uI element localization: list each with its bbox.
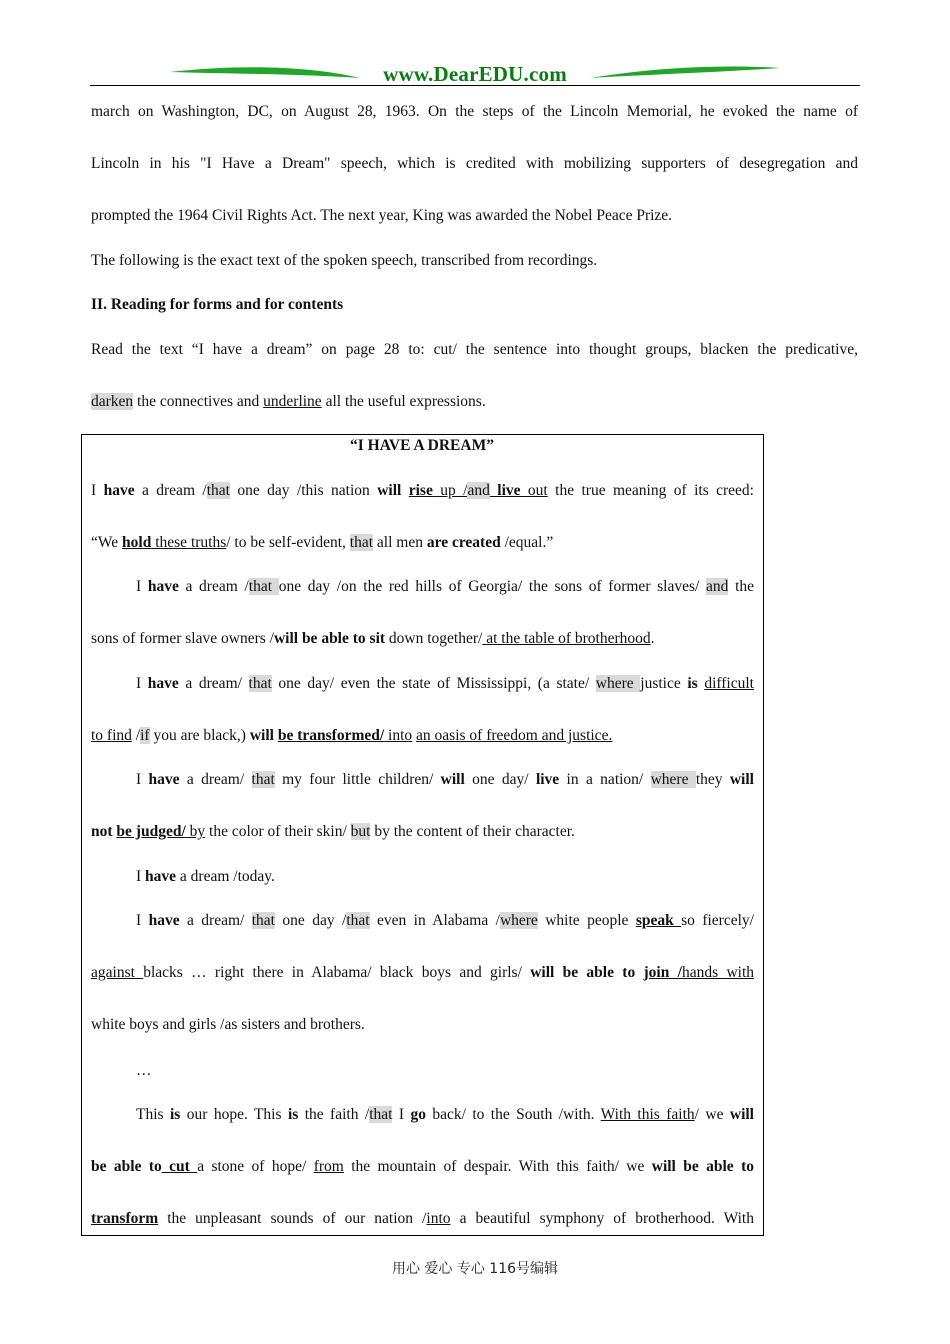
speech-line: I have a dream/ that my four little children/ will one day/ live in a nation/ where they will (136, 771, 754, 788)
darken-word: darken (91, 393, 134, 410)
intro-line-4: The following is the exact text of the spoken speech, transcribed from recordings. (91, 252, 598, 269)
speech-line: transform the unpleasant sounds of our nation /into a beautiful symphony of brotherhood. With (91, 1210, 754, 1227)
speech-line: to find /if you are black,) will be transformed/ into an oasis of freedom and justice. (91, 727, 613, 744)
speech-line: against blacks … right there in Alabama/ black boys and girls/ will be able to join /hands with (91, 964, 754, 981)
speech-title: “I HAVE A DREAM” (350, 437, 494, 454)
speech-line: This is our hope. This is the faith /that I go back/ to the South /with. With this faith/ we will (136, 1106, 754, 1123)
underline-word: underline (263, 393, 322, 410)
intro-line-2: Lincoln in his "I Have a Dream" speech, which is credited with mobilizing supporters of desegregation and (91, 155, 858, 172)
speech-line: not be judged/ by the color of their skin/ but by the content of their character. (91, 823, 575, 840)
ellipsis: … (136, 1062, 152, 1079)
speech-line: I have a dream/ that one day/ even the state of Mississippi, (a state/ where justice is difficult (136, 675, 754, 692)
speech-line: “We hold these truths/ to be self-evident, that all men are created /equal.” (91, 534, 554, 551)
speech-line: sons of former slave owners /will be able to sit down together/ at the table of brotherhood. (91, 630, 655, 647)
intro-line-3: prompted the 1964 Civil Rights Act. The next year, King was awarded the Nobel Peace Prize. (91, 207, 673, 224)
speech-line: I have a dream/ that one day /that even in Alabama /where white people speak so fiercely/ (136, 912, 754, 929)
speech-line: I have a dream /that one day /on the red hills of Georgia/ the sons of former slaves/ and the (136, 578, 755, 595)
speech-line: I have a dream /that one day /this nation will rise up /and live out the true meaning of its creed: (91, 482, 754, 499)
speech-line: I have a dream /today. (136, 868, 275, 885)
instruction-line-1: Read the text “I have a dream” on page 28 to: cut/ the sentence into thought groups, blacken the predicative, (91, 341, 858, 358)
speech-line: white boys and girls /as sisters and brothers. (91, 1016, 365, 1033)
brand-text[interactable]: www.DearEDU.com (383, 62, 567, 86)
intro-line-1: march on Washington, DC, on August 28, 1963. On the steps of the Lincoln Memorial, he evoked the name of (91, 103, 858, 120)
speech-line: be able to cut a stone of hope/ from the mountain of despair. With this faith/ we will be able to (91, 1158, 754, 1175)
page-footer: 用心 爱心 专心 116号编辑 (391, 1261, 559, 1277)
instruction-line-2: darken the connectives and underline all the useful expressions. (91, 393, 486, 410)
section-heading: II. Reading for forms and for contents (91, 296, 344, 313)
